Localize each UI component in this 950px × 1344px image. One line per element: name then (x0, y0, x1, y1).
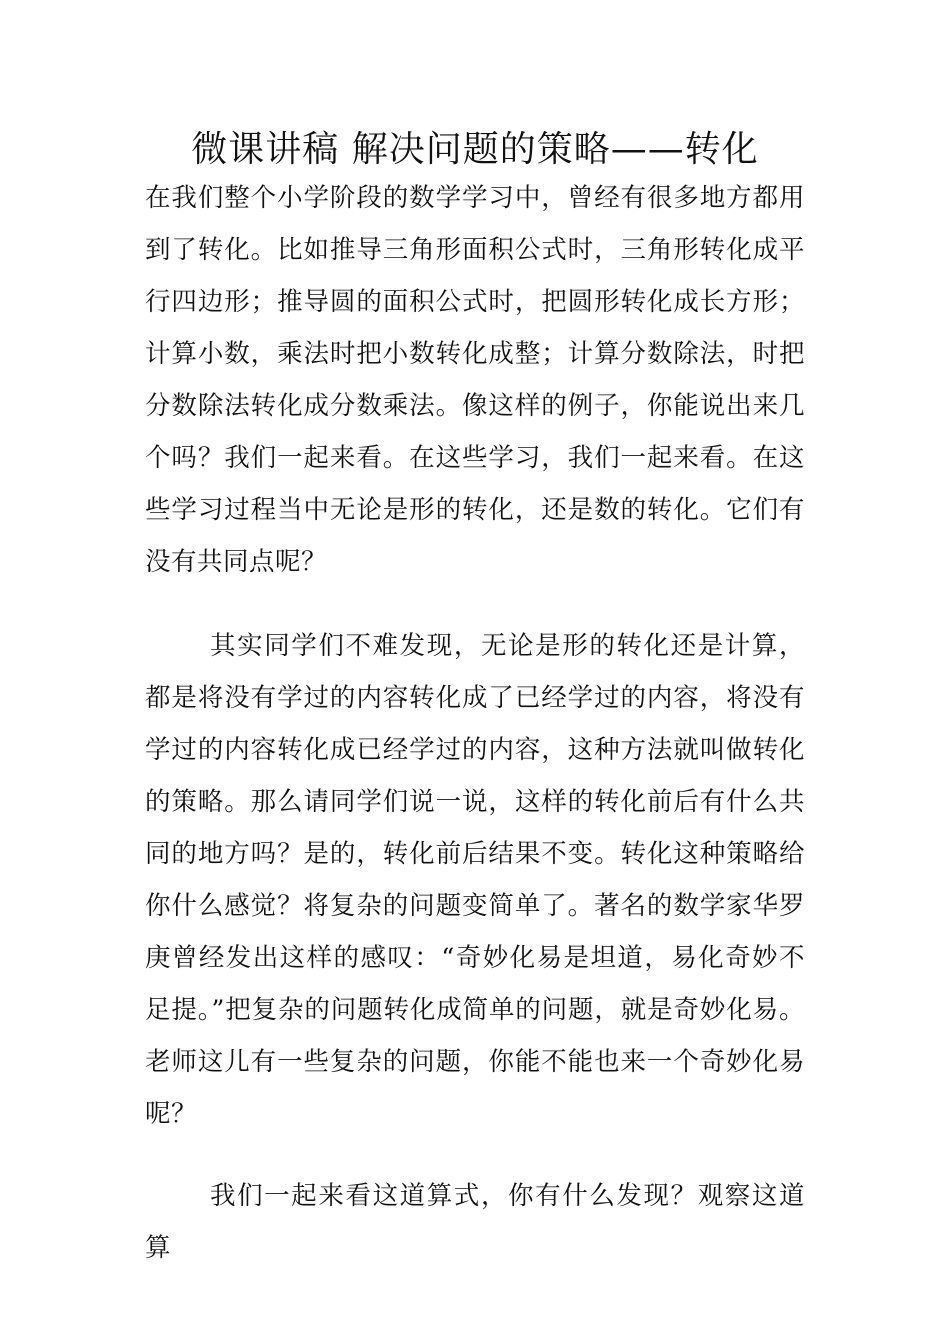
page-title: 微课讲稿 解决问题的策略——转化 (191, 129, 759, 170)
paragraph-example: 我们一起来看这道算式，你有什么发现？观察这道算 (145, 1181, 805, 1263)
paragraph-intro: 在我们整个小学阶段的数学学习中，曾经有很多地方都用到了转化。比如推导三角形面积公式时，三角形转化成平行四边形；推导圆的面积公式时，把圆形转化成长方形；计算小数，乘法时把小数转化成整；计算分数除法，时把分数除法转化成分数乘法。像这样的例子，你能说出来几个吗？我们一起来看。在这些学习，我们一起来看。在这些学习过程当中无论是形的转化，还是数的转化。它们有没有共同点呢？ (145, 183, 805, 577)
paragraph-strategy: 其实同学们不难发现，无论是形的转化还是计算，都是将没有学过的内容转化成了已经学过的内容，将没有学过的内容转化成已经学过的内容，这种方法就叫做转化的策略。那么请同学们说一说，这样的转化前后有什么共同的地方吗？是的，转化前后结果不变。转化这种策略给你什么感觉？将复杂的问题变简单了。著名的数学家华罗庚曾经发出这样的感叹：“奇妙化易是坦道，易化奇妙不足提。”把复杂的问题转化成简单的问题，就是奇妙化易。老师这儿有一些复杂的问题，你能不能也来一个奇妙化易呢？ (145, 631, 805, 1129)
